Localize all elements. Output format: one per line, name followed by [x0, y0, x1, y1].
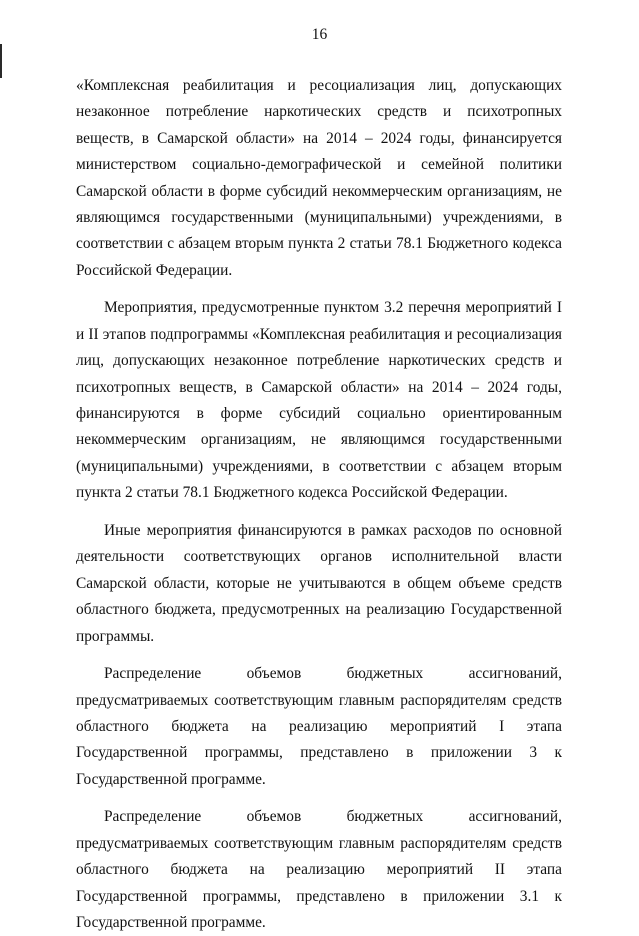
- document-body: [76, 73, 562, 936]
- paragraph-continuation: «Комплексная реабилитация и ресоциализация лиц, допускающих незаконное потребление наркотических средств и психотропных веществ, в Самарской области» на 2014 – 2024 годы, финансируется министерством социально-демографической и семейной политики Самарской области в форме субсидий некоммерческим организациям, не являющимся государственными (муниципальными) учреждениями, в соответствии с абзацем вторым пункта 2 статьи 78.1 Бюджетного кодекса Российской Федерации.: [76, 77, 562, 279]
- paragraph-allocation-stage-2: Распределение объемов бюджетных ассигнований, предусматриваемых соответствующим главным распорядителям средств областного бюджета на реализацию мероприятий II этапа Государственной программы, представлено в приложении 3.1 к Государственной программе.: [76, 808, 562, 931]
- scan-edge-mark: [0, 44, 2, 78]
- paragraph-other-activities: Иные мероприятия финансируются в рамках расходов по основной деятельности соответствующих органов исполнительной власти Самарской области, которые не учитываются в общем объеме средств областного бюджета, предусмотренных на реализацию Государственной программы.: [76, 521, 562, 645]
- page-number: 16: [311, 26, 328, 43]
- paragraph-subsidies-socially-oriented: Мероприятия, предусмотренные пунктом 3.2 перечня мероприятий I и II этапов подпрограммы «Комплексная реабилитация и ресоциализация лиц, допускающих незаконное потребление наркотических средств и психотропных веществ, в Самарской области» на 2014 – 2024 годы, финансируются в форме субсидий социально ориентированным некоммерческим организациям, не являющимся государственными (муниципальными) учреждениями, в соответствии с абзацем вторым пункта 2 статьи 78.1 Бюджетного кодекса Российской Федерации.: [76, 299, 562, 502]
- paragraph-allocation-stage-1: Распределение объемов бюджетных ассигнований, предусматриваемых соответствующим главным распорядителям средств областного бюджета на реализацию мероприятий I этапа Государственной программы, представлено в приложении 3 к Государственной программе.: [76, 665, 562, 788]
